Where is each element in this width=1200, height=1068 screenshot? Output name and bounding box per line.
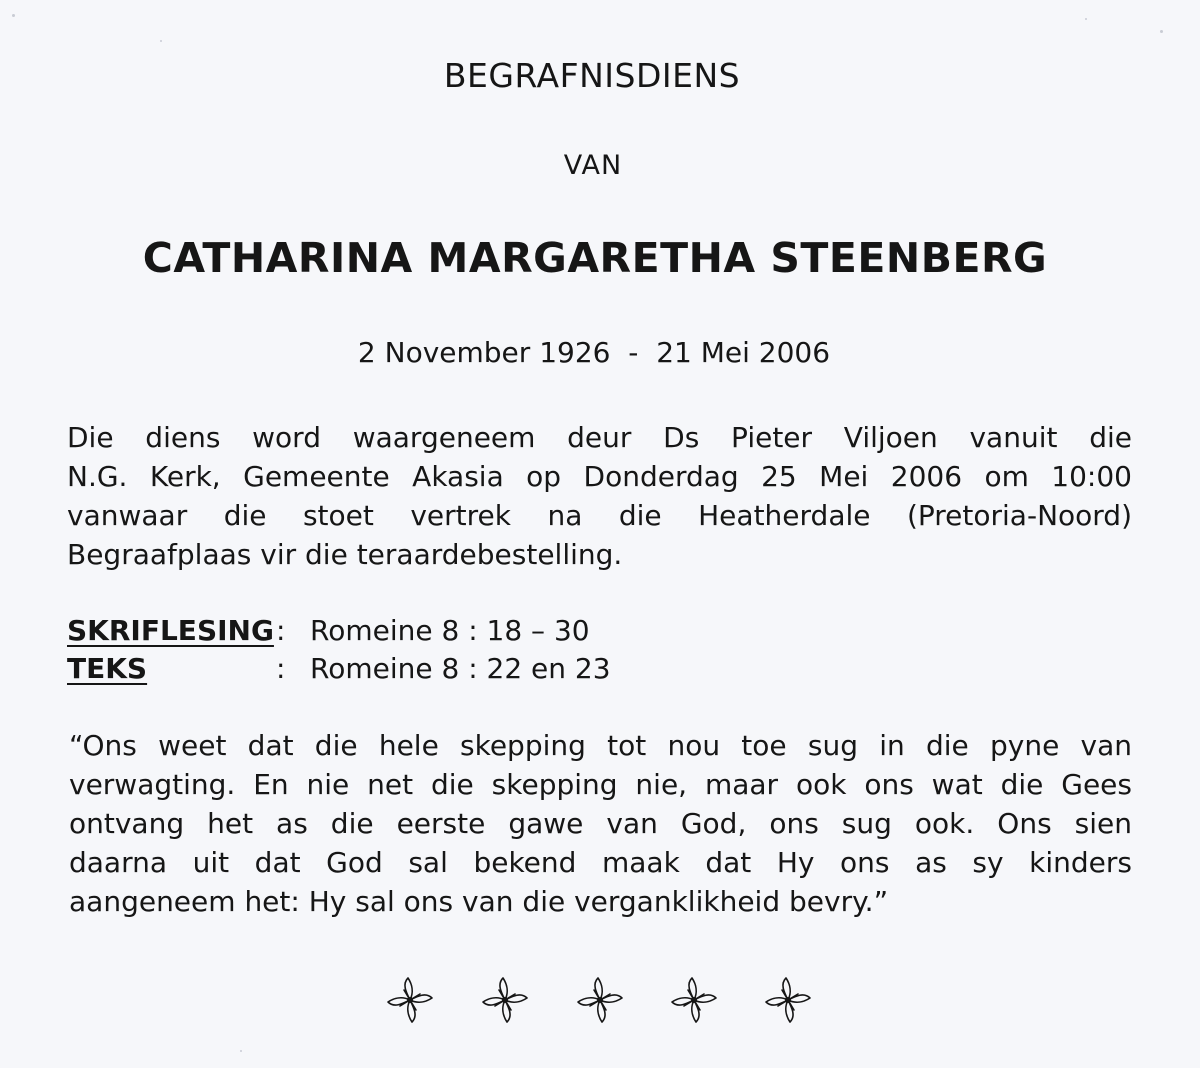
card-heading: BEGRAFNISDIENS (443, 56, 741, 95)
scripture-quote (69, 726, 1132, 921)
scripture-label: SKRIFLESING (67, 614, 274, 647)
scripture-label: TEKS (67, 652, 148, 685)
flower-ornament-icon (760, 972, 816, 1028)
card-van: VAN (563, 150, 623, 181)
service-line: N.G. Kerk, Gemeente Akasia op Donderdag 25 Mei 2006 om 10:00 (67, 460, 1132, 493)
scan-speck (1085, 18, 1087, 20)
flower-ornament-icon (382, 972, 438, 1028)
scan-speck (240, 1050, 242, 1052)
flower-ornament-icon (477, 972, 533, 1028)
flower-ornament-icon (666, 972, 722, 1028)
death-date: 21 Mei 2006 (656, 336, 831, 369)
service-line: vanwaar die stoet vertrek na die Heatherdale (Pretoria-Noord) (67, 499, 1132, 532)
scan-speck (160, 40, 162, 42)
quote-line: daarna uit dat God sal bekend maak dat Hy ons as sy kinders (69, 846, 1132, 879)
scripture-colon: : (276, 652, 286, 685)
scan-speck (12, 14, 15, 17)
scripture-reference: Romeine 8 : 18 – 30 (310, 614, 590, 647)
scan-speck (1160, 30, 1163, 33)
flower-ornament-icon (572, 972, 628, 1028)
service-line: Begraafplaas vir die teraardebestelling. (67, 538, 623, 571)
scripture-reference: Romeine 8 : 22 en 23 (310, 652, 611, 685)
quote-line: ontvang het as die eerste gawe van God, ons sug ook. Ons sien (69, 807, 1132, 840)
quote-line: verwagting. En nie net die skepping nie, maar ook ons wat die Gees (69, 768, 1132, 801)
scripture-colon: : (276, 614, 286, 647)
date-dash: - (628, 336, 639, 369)
service-line: Die diens word waargeneem deur Ds Pieter Viljoen vanuit die (67, 421, 1132, 454)
ornament-row (0, 972, 1200, 1032)
birth-date: 2 November 1926 (357, 336, 611, 369)
quote-line: aangeneem het: Hy sal ons van die verganklikheid bevry.” (69, 885, 889, 918)
service-paragraph (67, 418, 1132, 574)
deceased-name: CATHARINA MARGARETHA STEENBERG (142, 234, 1048, 282)
quote-line: “Ons weet dat die hele skepping tot nou toe sug in die pyne van (69, 729, 1132, 762)
life-dates (0, 336, 1188, 369)
